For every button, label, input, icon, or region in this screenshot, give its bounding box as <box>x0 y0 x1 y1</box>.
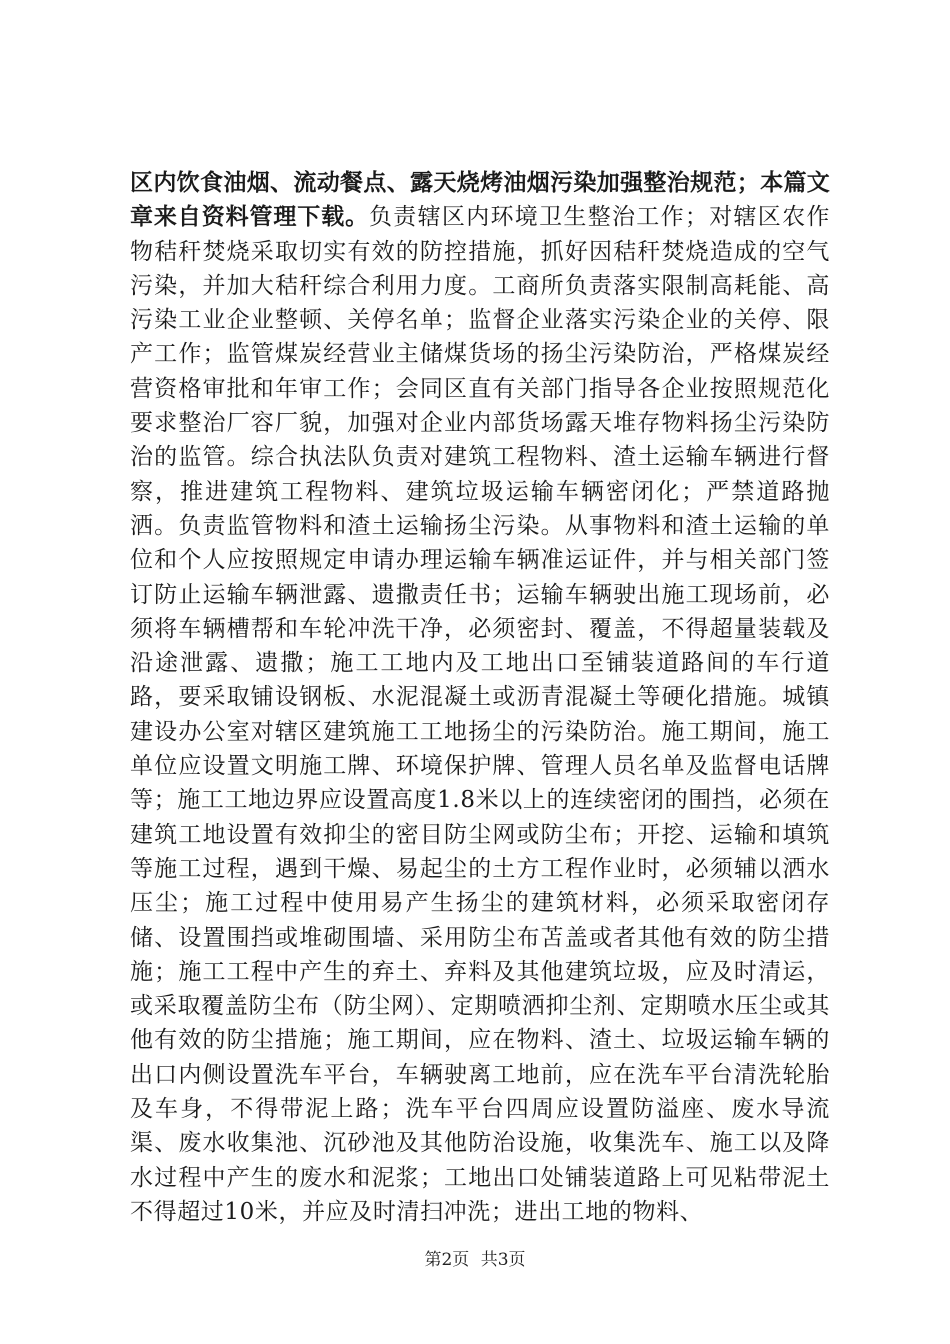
body-paragraph <box>130 166 830 1229</box>
lead-sentence: 区内饮食油烟、流动餐点、露天烧烤油烟污染加强整治规范；本篇文章来自资料管理下载。 <box>130 170 830 231</box>
page-number: 第2页 <box>424 1250 470 1270</box>
body-text: 负责辖区内环境卫生整治工作；对辖区农作物秸秆焚烧采取切实有效的防控措施，抓好因秸秆焚烧造成的空气污染，并加大秸秆综合利用力度。工商所负责落实限制高耗能、高污染工业企业整顿、关停名单；监督企业落实污染企业的关停、限产工作；监管煤炭经营业主储煤货场的扬尘污染防治，严格煤炭经营资格审批和年审工作；会同区直有关部门指导各企业按照规范化要求整治厂容厂貌，加强对企业内部货场露天堆存物料扬尘污染防治的监管。综合执法队负责对建筑工程物料、渣土运输车辆进行督察，推进建筑工程物料、建筑垃圾运输车辆密闭化；严禁道路抛洒。负责监管物料和渣土运输扬尘污染。从事物料和渣土运输的单位和个人应按照规定申请办理运输车辆准运证件，并与相关部门签订防止运输车辆泄露、遗撒责任书；运输车辆驶出施工现场前，必须将车辆槽帮和车轮冲洗干净，必须密封、覆盖，不得超量装载及沿途泄露、遗撒；施工工地内及工地出口至铺装道路间的车行道路，要采取铺设钢板、水泥混凝土或沥青混凝土等硬化措施。城镇建设办公室对辖区建筑施工工地扬尘的污染防治。施工期间，施工单位应设置文明施工牌、环境保护牌、管理人员名单及监督电话牌等；施工工地边界应设置高度1.8米以上的连续密闭的围挡，必须在建筑工地设置有效抑尘的密目防尘网或防尘布；开挖、运输和填筑等施工过程，遇到干燥、易起尘的土方工程作业时，必须辅以洒水压尘；施工过程中使用易产生扬尘的建筑材料，必须采取密闭存储、设置围挡或堆砌围墙、采用防尘布苫盖或者其他有效的防尘措施；施工工程中产生的弃土、弃料及其他建筑垃圾，应及时清运，或采取覆盖防尘布（防尘网）、定期喷洒抑尘剂、定期喷水压尘或其他有效的防尘措施；施工期间，应在物料、渣土、垃圾运输车辆的出口内侧设置洗车平台，车辆驶离工地前，应在洗车平台清洗轮胎及车身，不得带泥上路；洗车平台四周应设置防溢座、废水导流渠、废水收集池、沉砂池及其他防治设施，收集洗车、施工以及降水过程中产生的废水和泥浆；工地出口处铺装道路上可见粘带泥土不得超过10米，并应及时清扫冲洗；进出工地的物料、 <box>130 204 830 1225</box>
page-footer <box>0 1245 950 1270</box>
page-total: 共3页 <box>480 1250 526 1270</box>
